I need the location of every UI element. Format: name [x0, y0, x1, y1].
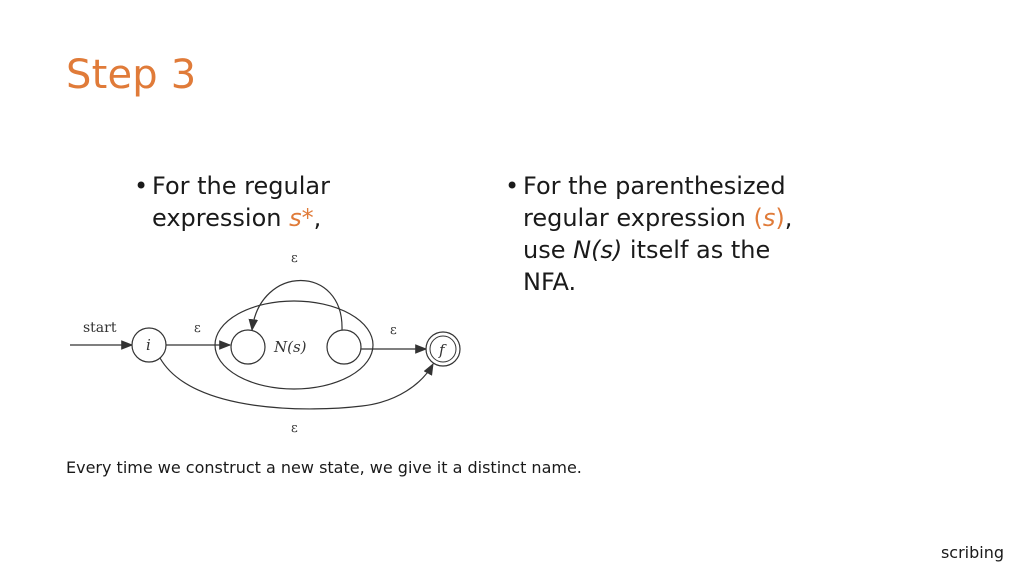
- ns-start-state: [231, 330, 265, 364]
- bullet-text: For the parenthesized regular expression: [523, 172, 786, 232]
- bullet-comma: ,: [313, 204, 322, 232]
- state-f-label: f: [439, 341, 445, 359]
- bullet-regular-expression: [134, 170, 412, 234]
- paren-close: ): [775, 204, 785, 232]
- bullet-text-use: use: [523, 236, 574, 264]
- start-label: start: [83, 320, 117, 336]
- paren-open: (: [753, 204, 763, 232]
- epsilon-label: ε: [390, 323, 397, 338]
- bullet-dot: •: [505, 172, 520, 200]
- bullet-comma: ,: [784, 204, 793, 232]
- slide-title: Step 3: [66, 52, 197, 98]
- bullet-text: For the regular expression: [152, 172, 330, 232]
- epsilon-label: ε: [291, 251, 298, 266]
- state-i-label: i: [146, 336, 151, 354]
- ns-final-state: [327, 330, 361, 364]
- epsilon-label: ε: [291, 421, 298, 436]
- nfa-diagram: [62, 244, 472, 444]
- expression-s-star: s*: [289, 204, 314, 232]
- epsilon-label: ε: [194, 321, 201, 336]
- caption: Every time we construct a new state, we give it a distinct name.: [66, 458, 582, 477]
- ns-diagram-label: N(s): [274, 338, 307, 356]
- bullet-parenthesized-expression: [505, 170, 823, 298]
- footer-label: scribing: [940, 543, 1004, 562]
- edge-i-to-f-bypass: [160, 358, 433, 409]
- bullet-text-rest: itself as the NFA.: [523, 236, 771, 296]
- paren-s: s: [762, 204, 776, 232]
- bullet-dot: •: [134, 172, 149, 200]
- ns-label: N(s): [573, 236, 623, 264]
